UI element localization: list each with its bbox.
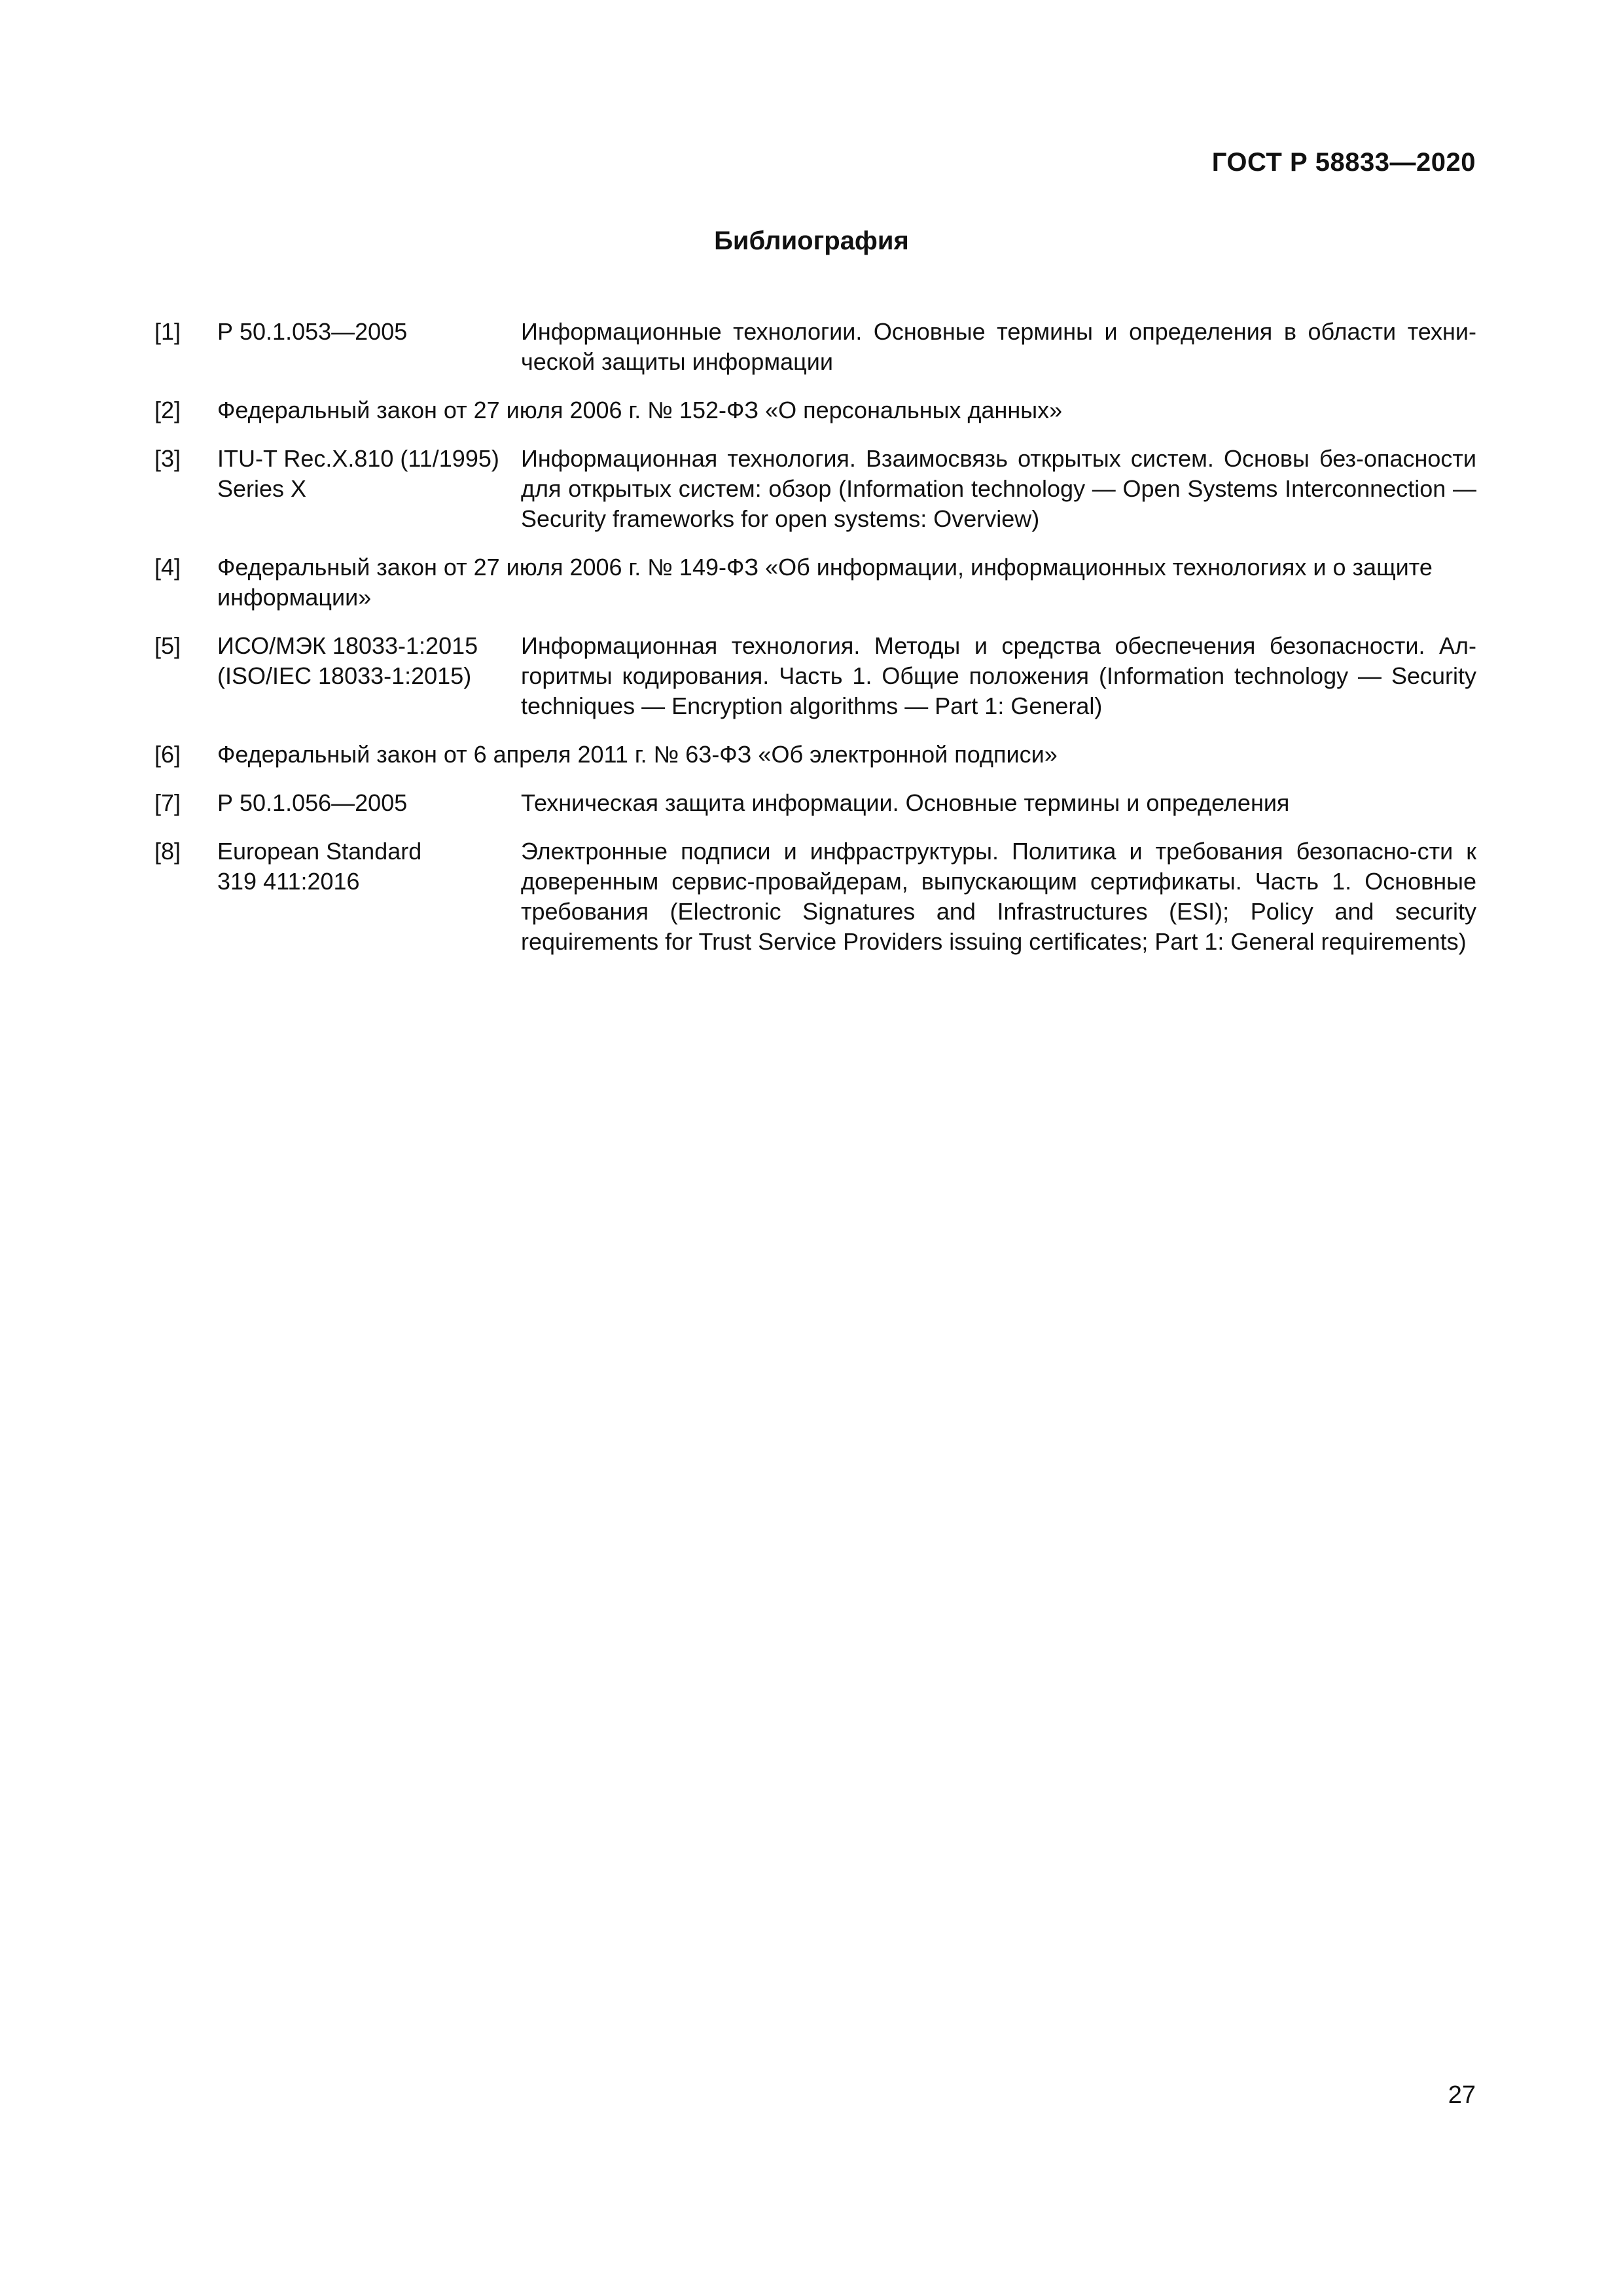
bib-reference-line: Series X xyxy=(217,475,307,502)
bib-entry-title: Информационная технология. Взаимосвязь открытых систем. Основы без-опасности для открытых систем: обзор (Information technology — Open Systems Interconnection — Security frameworks for open systems: Overview) xyxy=(521,445,1476,532)
section-title: Библиография xyxy=(714,226,909,255)
doc-code: ГОСТ Р 58833—2020 xyxy=(1211,148,1476,177)
bib-reference-line: ITU-T Rec.X.810 (11/1995) xyxy=(217,445,499,472)
bib-entry-number: [6] xyxy=(154,741,181,768)
bib-entry-number: [1] xyxy=(154,318,181,345)
bib-entry xyxy=(154,552,1476,613)
bib-entry-reference xyxy=(217,317,521,347)
bib-entry-title: Информационные технологии. Основные термины и определения в области техни-ческой защиты информации xyxy=(521,318,1476,375)
bib-reference-line: (ISO/IEC 18033-1:2015) xyxy=(217,662,472,689)
bib-entry-full-text: Федеральный закон от 27 июля 2006 г. № 152-ФЗ «О персональных данных» xyxy=(217,397,1063,423)
bib-reference-line: Р 50.1.056—2005 xyxy=(217,789,408,816)
bib-entry xyxy=(154,788,1476,818)
bib-entry-number: [2] xyxy=(154,397,181,423)
bib-entry-number: [8] xyxy=(154,838,181,865)
bib-entry-title: Техническая защита информации. Основные термины и определения xyxy=(521,789,1290,816)
bib-entry-number: [7] xyxy=(154,789,181,816)
bib-entry xyxy=(154,836,1476,957)
bib-reference-line: ИСО/МЭК 18033-1:2015 xyxy=(217,632,478,659)
bib-entry xyxy=(154,740,1476,770)
bib-entry-full-text: Федеральный закон от 6 апреля 2011 г. № 63-ФЗ «Об электронной подписи» xyxy=(217,741,1058,768)
bib-entry xyxy=(154,317,1476,377)
bibliography-list xyxy=(154,317,1476,975)
bib-entry-reference xyxy=(217,631,521,691)
page-number: 27 xyxy=(1448,2081,1476,2109)
bib-entry-title: Электронные подписи и инфраструктуры. Политика и требования безопасно-сти к доверенным сервис-провайдерам, выпускающим сертификаты. Часть 1. Основные требования (Electronic Signatures and Infrastructures (ESI); Policy and security requirements for Trust Service Providers issuing certificates; Part 1: General requirements) xyxy=(521,838,1476,955)
bib-entry-full-text: Федеральный закон от 27 июля 2006 г. № 149-ФЗ «Об информации, информационных технологиях и о защите информации» xyxy=(217,554,1433,611)
bib-entry-reference xyxy=(217,788,521,818)
bib-entry xyxy=(154,631,1476,721)
bib-reference-line: Р 50.1.053—2005 xyxy=(217,318,408,345)
bib-entry-reference xyxy=(217,444,521,504)
bib-entry-number: [4] xyxy=(154,554,181,581)
bib-reference-line: 319 411:2016 xyxy=(217,868,360,895)
bib-entry-number: [3] xyxy=(154,445,181,472)
bib-entry-title: Информационная технология. Методы и средства обеспечения безопасности. Ал-горитмы кодирования. Часть 1. Общие положения (Information technology — Security techniques — Encryption algorithms — Part 1: General) xyxy=(521,632,1476,719)
bib-entry-reference xyxy=(217,836,521,897)
bib-reference-line: European Standard xyxy=(217,838,422,865)
bib-entry xyxy=(154,395,1476,425)
bib-entry-number: [5] xyxy=(154,632,181,659)
bib-entry xyxy=(154,444,1476,534)
